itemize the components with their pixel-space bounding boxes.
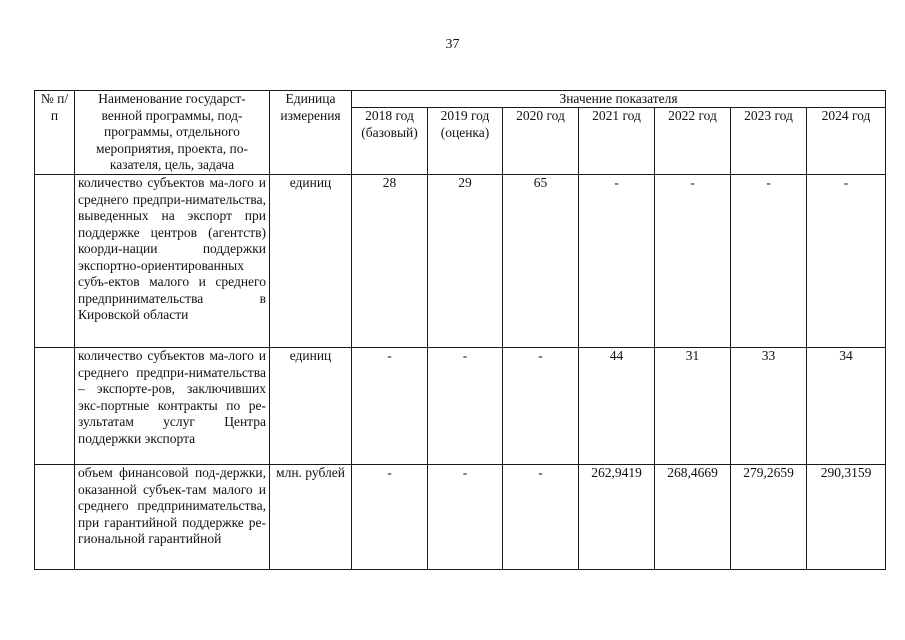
row-value-2022: - (655, 175, 731, 348)
row-value-2024: 34 (807, 348, 886, 465)
row-value-2023: 33 (731, 348, 807, 465)
table-row (35, 465, 886, 570)
row-value-2023: - (731, 175, 807, 348)
header-year-2018: 2018 год (базовый) (352, 108, 428, 175)
table-row (35, 348, 886, 465)
header-name: Наименование государст-венной программы, под-программы, отдельного мероприятия, проекта, по-казателя, цель, задача (75, 91, 270, 175)
page-number: 37 (445, 37, 460, 52)
header-year-2023: 2023 год (731, 108, 807, 175)
row-num (35, 465, 75, 570)
row-value-2021: 262,9419 (579, 465, 655, 570)
row-name: количество субъектов ма-лого и среднего предпри-нимательства, выведенных на экспорт при поддержке центров (агентств) коорди-нации поддержки экспортно-ориентированных субъ-ектов малого и среднего предпринимательства в Кировской области (75, 175, 270, 348)
row-name: объем финансовой под-держки, оказанной субъек-там малого и среднего предпринимательства, при гарантийной поддержке ре-гиональной гарантийной (75, 465, 270, 570)
row-unit: единиц (270, 348, 352, 465)
row-value-2018: - (352, 465, 428, 570)
row-value-2018: - (352, 348, 428, 465)
row-value-2020: - (503, 465, 579, 570)
row-num (35, 175, 75, 348)
row-value-2024: - (807, 175, 886, 348)
header-value-group: Значение показателя (352, 91, 886, 108)
header-row (35, 91, 886, 108)
row-name: количество субъектов ма-лого и среднего предпри-нимательства – экспорте-ров, заключивших экс-портные контракты по ре-зультатам услуг Центра поддержки экспорта (75, 348, 270, 465)
row-value-2024: 290,3159 (807, 465, 886, 570)
header-unit: Единица измерения (270, 91, 352, 175)
row-value-2022: 268,4669 (655, 465, 731, 570)
header-year-2024: 2024 год (807, 108, 886, 175)
row-unit: единиц (270, 175, 352, 348)
header-year-2021: 2021 год (579, 108, 655, 175)
row-value-2019: - (428, 348, 503, 465)
header-num: № п/п (35, 91, 75, 175)
row-value-2019: 29 (428, 175, 503, 348)
row-value-2020: - (503, 348, 579, 465)
row-value-2019: - (428, 465, 503, 570)
header-year-2019: 2019 год (оценка) (428, 108, 503, 175)
header-year-2022: 2022 год (655, 108, 731, 175)
row-value-2021: - (579, 175, 655, 348)
row-num (35, 348, 75, 465)
header-year-2020: 2020 год (503, 108, 579, 175)
row-value-2018: 28 (352, 175, 428, 348)
indicators-table (34, 90, 886, 570)
row-value-2021: 44 (579, 348, 655, 465)
table-row (35, 175, 886, 348)
row-value-2022: 31 (655, 348, 731, 465)
row-value-2020: 65 (503, 175, 579, 348)
row-value-2023: 279,2659 (731, 465, 807, 570)
row-unit: млн. рублей (270, 465, 352, 570)
